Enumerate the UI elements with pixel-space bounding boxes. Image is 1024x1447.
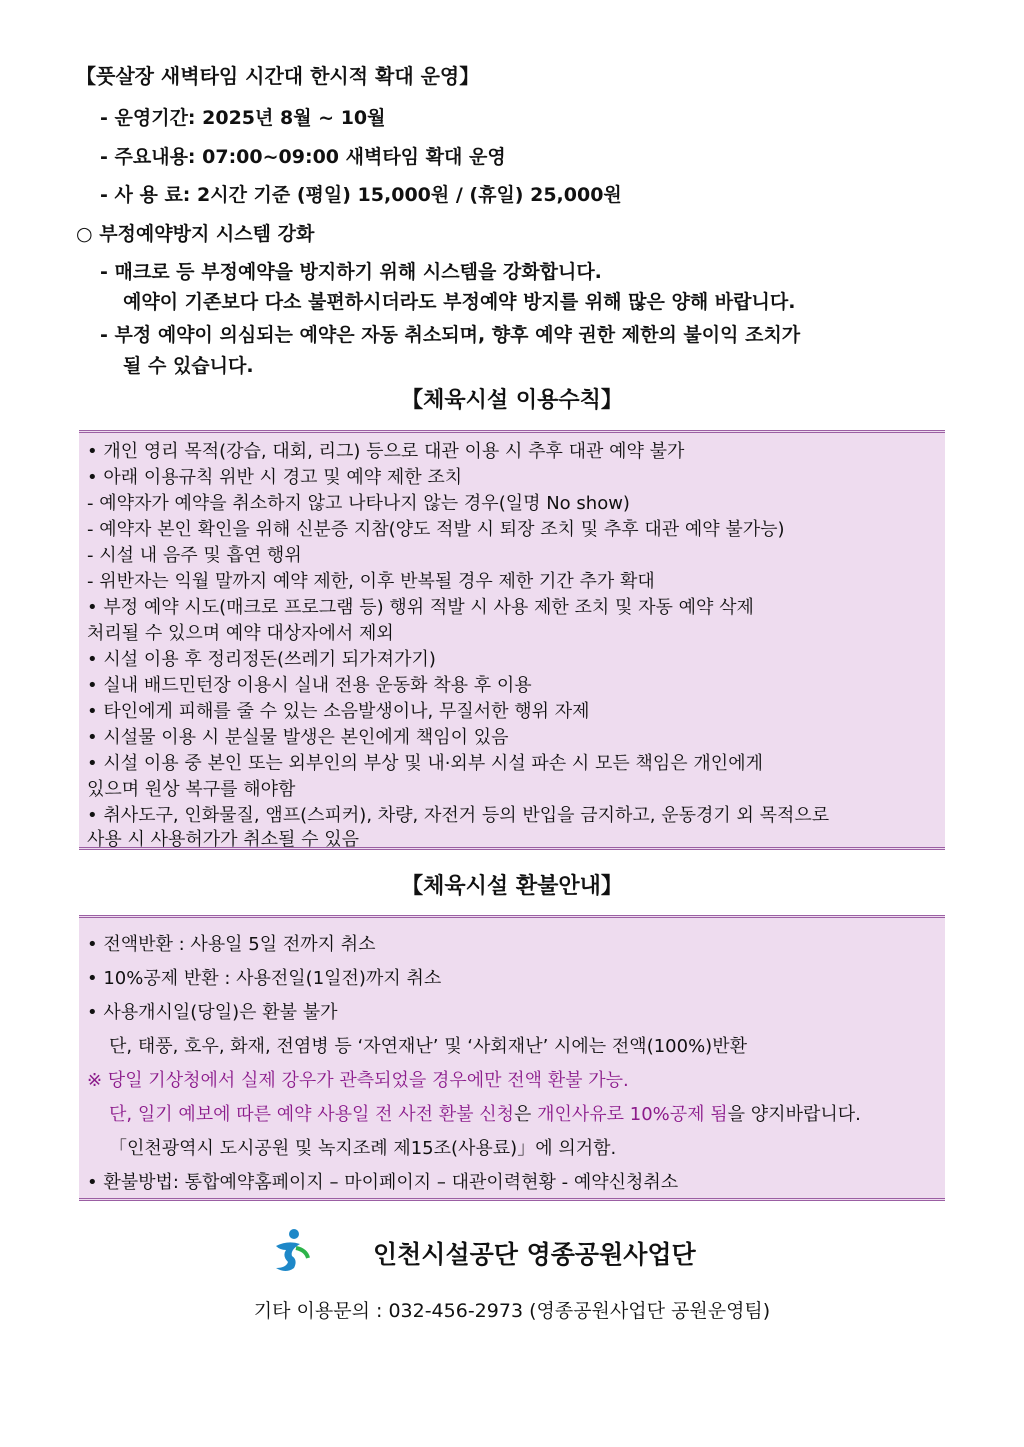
forecast-note-part: 을 양지바랍니다. bbox=[727, 1104, 861, 1125]
content-line: - 주요내용: 07:00~09:00 새벽타임 확대 운영 bbox=[100, 146, 506, 168]
refund-box bbox=[79, 915, 945, 1201]
rule-line: • 시설 이용 후 정리정돈(쓰레기 되가져가기) bbox=[87, 649, 436, 670]
forecast-note-part: 개인사유로 10%공제 됨 bbox=[537, 1104, 728, 1125]
refund-full: • 전액반환 : 사용일 5일 전까지 취소 bbox=[87, 934, 376, 955]
system-line-1a: - 매크로 등 부정예약을 방지하기 위해 시스템을 강화합니다. bbox=[100, 261, 602, 283]
refund-forecast-note bbox=[109, 1100, 861, 1126]
system-line-2b: 될 수 있습니다. bbox=[123, 355, 254, 377]
system-line-2a: - 부정 예약이 의심되는 예약은 자동 취소되며, 향후 예약 권한 제한의 불이익 조치가 bbox=[100, 324, 801, 346]
refund-sameday: • 사용개시일(당일)은 환불 불가 bbox=[87, 1002, 338, 1023]
refund-method: • 환불방법: 통합예약홈페이지 – 마이페이지 – 대관이력현황 - 예약신청취소 bbox=[87, 1172, 679, 1193]
rule-line: - 위반자는 익월 말까지 예약 제한, 이후 반복될 경우 제한 기간 추가 확대 bbox=[87, 571, 655, 592]
rule-line: 처리될 수 있으며 예약 대상자에서 제외 bbox=[87, 623, 394, 644]
rule-line: • 시설 이용 중 본인 또는 외부인의 부상 및 내·외부 시설 파손 시 모든 책임은 개인에게 bbox=[87, 753, 763, 774]
notice-heading: 【풋살장 새벽타임 시간대 한시적 확대 운영】 bbox=[76, 64, 480, 88]
rule-line: - 시설 내 음주 및 흡연 행위 bbox=[87, 545, 302, 566]
rules-box bbox=[79, 430, 945, 850]
rule-line: • 개인 영리 목적(강습, 대회, 리그) 등으로 대관 이용 시 추후 대관 예약 불가 bbox=[87, 441, 685, 462]
rule-line: • 타인에게 피해를 줄 수 있는 소음발생이나, 무질서한 행위 자제 bbox=[87, 701, 590, 722]
organization-name: 인천시설공단 영종공원사업단 bbox=[373, 1240, 696, 1269]
rules-title: 【체육시설 이용수칙】 bbox=[401, 388, 623, 413]
fee-line: - 사 용 료: 2시간 기준 (평일) 15,000원 / (휴일) 25,000원 bbox=[100, 184, 622, 206]
refund-rain-note: ※ 당일 기상청에서 실제 강우가 관측되었을 경우에만 전액 환불 가능. bbox=[87, 1070, 629, 1091]
refund-10pct: • 10%공제 반환 : 사용전일(1일전)까지 취소 bbox=[87, 968, 442, 989]
rule-line: - 예약자가 예약을 취소하지 않고 나타나지 않는 경우(일명 No show) bbox=[87, 493, 630, 514]
contact-info: 기타 이용문의 : 032-456-2973 (영종공원사업단 공원운영팀) bbox=[253, 1300, 771, 1322]
refund-title: 【체육시설 환불안내】 bbox=[401, 874, 623, 899]
period-line: - 운영기간: 2025년 8월 ~ 10월 bbox=[100, 107, 386, 129]
rule-line: 있으며 원상 복구를 해야함 bbox=[87, 779, 296, 800]
refund-disaster: 단, 태풍, 호우, 화재, 전염병 등 ‘자연재난’ 및 ‘사회재난’ 시에는 전액(100%)반환 bbox=[109, 1036, 747, 1057]
rule-line: • 시설물 이용 시 분실물 발생은 본인에게 책임이 있음 bbox=[87, 727, 509, 748]
rule-line: 사용 시 사용허가가 취소될 수 있음 bbox=[87, 829, 360, 850]
forecast-note-part: 은 bbox=[513, 1104, 538, 1125]
forecast-note-part: 단, 일기 예보에 따른 예약 사용일 전 사전 환불 신청 bbox=[109, 1104, 514, 1125]
rule-line: • 아래 이용규칙 위반 시 경고 및 예약 제한 조치 bbox=[87, 467, 463, 488]
refund-ordinance: 「인천광역시 도시공원 및 녹지조례 제15조(사용료)」에 의거함. bbox=[109, 1138, 617, 1159]
runner-logo-icon bbox=[270, 1228, 312, 1274]
rule-line: • 부정 예약 시도(매크로 프로그램 등) 행위 적발 시 사용 제한 조치 및 자동 예약 삭제 bbox=[87, 597, 754, 618]
system-heading: ○ 부정예약방지 시스템 강화 bbox=[76, 223, 315, 245]
rule-line: • 실내 배드민턴장 이용시 실내 전용 운동화 착용 후 이용 bbox=[87, 675, 532, 696]
rule-line: - 예약자 본인 확인을 위해 신분증 지참(양도 적발 시 퇴장 조치 및 추후 대관 예약 불가능) bbox=[87, 519, 785, 540]
system-line-1b: 예약이 기존보다 다소 불편하시더라도 부정예약 방지를 위해 많은 양해 바랍니다. bbox=[123, 291, 796, 313]
rule-line: • 취사도구, 인화물질, 앰프(스피커), 차량, 자전거 등의 반입을 금지하고, 운동경기 외 목적으로 bbox=[87, 805, 830, 826]
